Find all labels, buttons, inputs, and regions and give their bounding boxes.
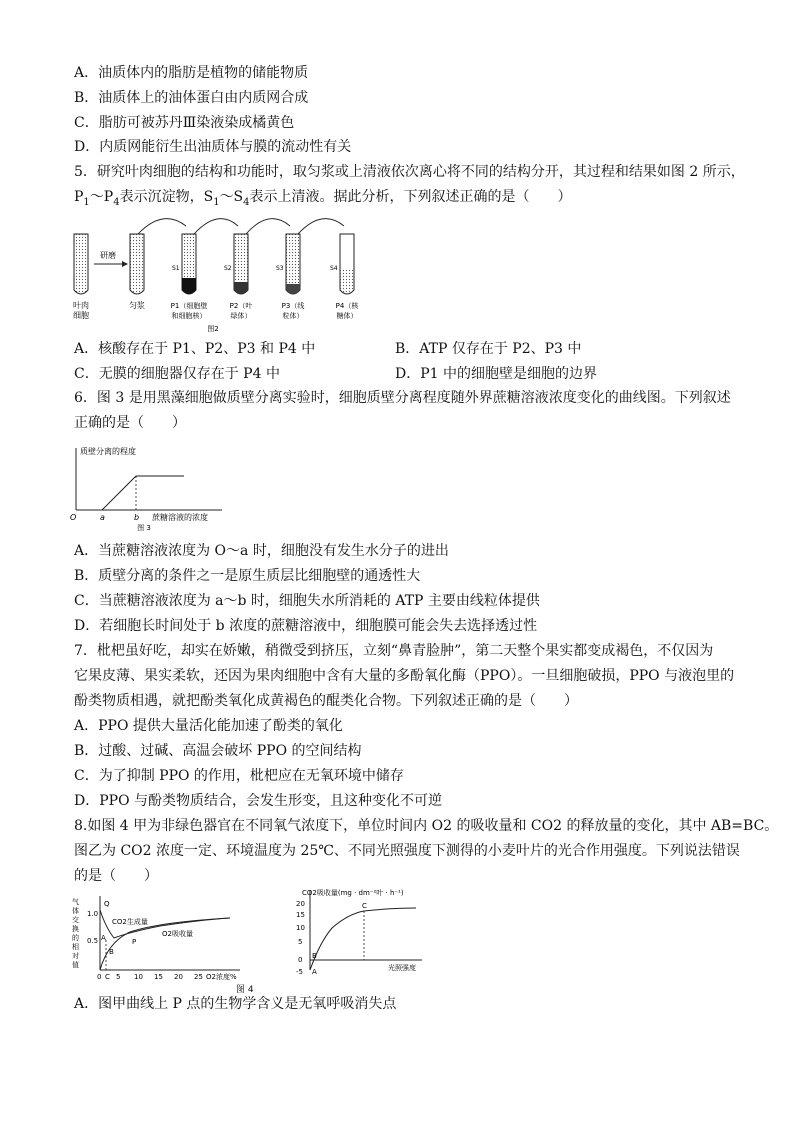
fig4-xtick-15: 15 — [154, 973, 163, 981]
fig4r-ylabel: CO2吸收量(mg · dm⁻²叶 · h⁻¹) — [302, 889, 404, 897]
figure-3-caption: 图 3 — [137, 524, 151, 532]
q5-stem-line2: $P_1\sim P_4$表示沉淀物，$S_1\sim S_4$表示上清液。据此分析，下列叙述正确的是（ ） — [74, 189, 572, 208]
q6-option-b: B．质壁分离的条件之一是原生质层比细胞壁的通透性大 — [74, 568, 421, 584]
q8-stem-line2: 图乙为 CO2 浓度一定、环境温度为 25℃、不同光照强度下测得的小麦叶片的光合作用强度。下列说法错误 — [74, 843, 740, 859]
fig4-xtick-0: 0 — [97, 973, 102, 981]
s1-label: S1 — [172, 265, 180, 272]
fig4-point-p: P — [132, 938, 137, 946]
q5-option-b: B．ATP 仅存在于 P2、P3 中 — [395, 341, 582, 357]
fig3-tick-b: b — [134, 513, 140, 522]
fig4-ylabel-char-4: 的 — [72, 934, 79, 942]
figure-2-centrifuge — [66, 212, 366, 336]
fig3-tick-a: a — [100, 513, 105, 522]
fig4r-ytick-10: 10 — [296, 924, 305, 932]
fig4r-ytick-0: 0 — [298, 956, 303, 964]
fig4-point-a: A — [101, 934, 106, 942]
fig4-ylabel-char-0: 气 — [72, 898, 79, 906]
fig4-o2-label: O2吸收量 — [162, 930, 193, 938]
q7-option-a: A．PPO 提供大量活化能加速了酚类的氧化 — [74, 718, 343, 734]
tube-leaf-cells — [74, 234, 88, 294]
q4-option-d: D．内质网能衍生出油质体与膜的流动性有关 — [74, 139, 352, 155]
q6-option-a: A．当蔗糖溶液浓度为 O～a 时，细胞没有发生水分子的进出 — [74, 543, 449, 559]
fig4-ylabel-char-5: 相 — [72, 943, 79, 951]
q6-stem-line1: 6．图 3 是用黑藻细胞做质壁分离实验时，细胞质壁分离程度随外界蔗糖溶液浓度变化的曲线图。下列叙述 — [74, 390, 731, 406]
fig4-co2-label: CO2生成量 — [112, 918, 148, 926]
fig4r-ytick-15: 15 — [296, 911, 305, 919]
q7-option-c: C．为了抑制 PPO 的作用，枇杷应在无氧环境中储存 — [74, 768, 404, 784]
fig4-ylabel-char-7: 值 — [72, 961, 79, 969]
fig4r-ytick-20: 20 — [296, 900, 305, 908]
caption-p1-2: 和细胞核） — [171, 312, 207, 320]
fig4-ylabel-char-1: 体 — [72, 907, 79, 915]
caption-p4-2: 糖体） — [336, 312, 358, 320]
fig3-ylabel: 质壁分离的程度 — [80, 447, 136, 456]
q8-option-a: A．图甲曲线上 P 点的生物学含义是无氧呼吸消失点 — [74, 996, 397, 1012]
q8-stem-line1: 8.如图 4 甲为非绿色器官在不同氧气浓度下，单位时间内 O2 的吸收量和 CO2 的释放量的变化，其中 AB=BC。 — [74, 818, 779, 834]
caption-p3-2: 粒体） — [282, 312, 304, 320]
q7-option-d: D．PPO 与酚类物质结合，会发生形变，且这种变化不可逆 — [74, 793, 442, 809]
figure-4-left-graph — [70, 890, 270, 986]
caption-leaf-1: 叶肉 — [73, 301, 89, 310]
q7-stem-line2: 它果皮薄、果实柔软，还因为果肉细胞中含有大量的多酚氧化酶（PPO）。一旦细胞破损，PPO 与液泡里的 — [74, 668, 735, 684]
fig4-xlabel: O2浓度% — [206, 973, 237, 981]
fig4r-ytick-5: 5 — [298, 938, 303, 946]
q4-option-c: C．脂肪可被苏丹Ⅲ染液染成橘黄色 — [74, 115, 295, 131]
fig4r-point-c: C — [362, 902, 367, 910]
figure-4-caption: 图 4 — [236, 985, 254, 995]
q5-option-c: C．无膜的细胞器仅存在于 P4 中 — [74, 366, 280, 382]
fig4r-ytick-neg5: -5 — [296, 968, 303, 976]
fig4-ytick-1: 1.0 — [87, 910, 99, 918]
q6-option-c: C．当蔗糖溶液浓度为 a～b 时，细胞失水所消耗的 ATP 主要由线粒体提供 — [74, 593, 540, 609]
fig4r-point-b: B — [312, 952, 317, 960]
caption-p2-1: P2（叶 — [229, 302, 253, 310]
fig4-xtick-c: C — [105, 973, 110, 981]
fig4r-point-a: A — [312, 968, 317, 976]
tube-p4 — [340, 234, 354, 294]
figure-4-right-graph — [282, 884, 427, 980]
fig4r-xlabel: 光照强度 — [388, 964, 416, 972]
q7-stem-line1: 7．枇杷虽好吃，却实在娇嫩，稍微受到挤压，立刻“鼻青脸肿”，第二天整个果实都变成褐色，不仅因为 — [74, 643, 714, 659]
s2-label: S2 — [224, 265, 232, 272]
figure-2-caption: 图2 — [207, 325, 219, 333]
caption-leaf-2: 细胞 — [73, 311, 89, 320]
q8-stem-line3: 的是（ ） — [74, 868, 158, 884]
fig4-xtick-25: 25 — [194, 973, 203, 981]
q5-option-a: A．核酸存在于 P1、P2、P3 和 P4 中 — [74, 341, 316, 357]
caption-p4-1: P4（核 — [335, 302, 359, 310]
q7-stem-line3: 酚类物质相遇，就把酚类氧化成黄褐色的醌类化合物。下列叙述正确的是（ ） — [74, 693, 578, 709]
tube-homogenate — [130, 234, 144, 294]
q4-option-a: A．油质体内的脂肪是植物的储能物质 — [74, 65, 309, 81]
q6-stem-line2: 正确的是（ ） — [74, 415, 186, 431]
fig3-origin: O — [70, 513, 77, 522]
q5-option-d: D．P1 中的细胞壁是细胞的边界 — [395, 366, 598, 382]
fig3-xlabel: 蔗糖溶液的浓度 — [152, 513, 208, 522]
caption-p1-1: P1（细胞壁 — [170, 302, 208, 310]
grind-label: 研磨 — [100, 251, 116, 260]
q4-option-b: B．油质体上的油体蛋白由内质网合成 — [74, 90, 309, 106]
fig4-xtick-5: 5 — [116, 973, 121, 981]
figure-3-plasmolysis-graph — [66, 442, 226, 534]
fig4-point-b: B — [109, 948, 114, 956]
fig4-ytick-05: 0.5 — [87, 937, 99, 945]
caption-p2-2: 绿体） — [230, 312, 252, 320]
tube-p1 — [182, 234, 196, 294]
fig4-point-q: Q — [104, 900, 110, 908]
fig4-ylabel-char-2: 交 — [72, 916, 79, 924]
s4-label: S4 — [330, 265, 338, 272]
fig4-xtick-10: 10 — [134, 973, 143, 981]
q7-option-b: B．过酸、过碱、高温会破坏 PPO 的空间结构 — [74, 743, 362, 759]
q6-option-d: D．若细胞长时间处于 b 浓度的蔗糖溶液中，细胞膜可能会失去选择透过性 — [74, 618, 538, 634]
s3-label: S3 — [276, 265, 284, 272]
caption-homogenate: 匀浆 — [129, 301, 145, 310]
fig4-xtick-20: 20 — [174, 973, 183, 981]
tube-p2 — [234, 234, 248, 294]
fig4-ylabel-char-3: 换 — [72, 925, 79, 933]
tube-p3 — [286, 234, 300, 294]
fig4-ylabel-char-6: 对 — [72, 952, 79, 960]
caption-p3-1: P3（线 — [281, 302, 305, 310]
q5-stem-line1: 5．研究叶肉细胞的结构和功能时，取匀浆或上清液依次离心将不同的结构分开，其过程和结果如图 2 所示， — [74, 164, 745, 180]
